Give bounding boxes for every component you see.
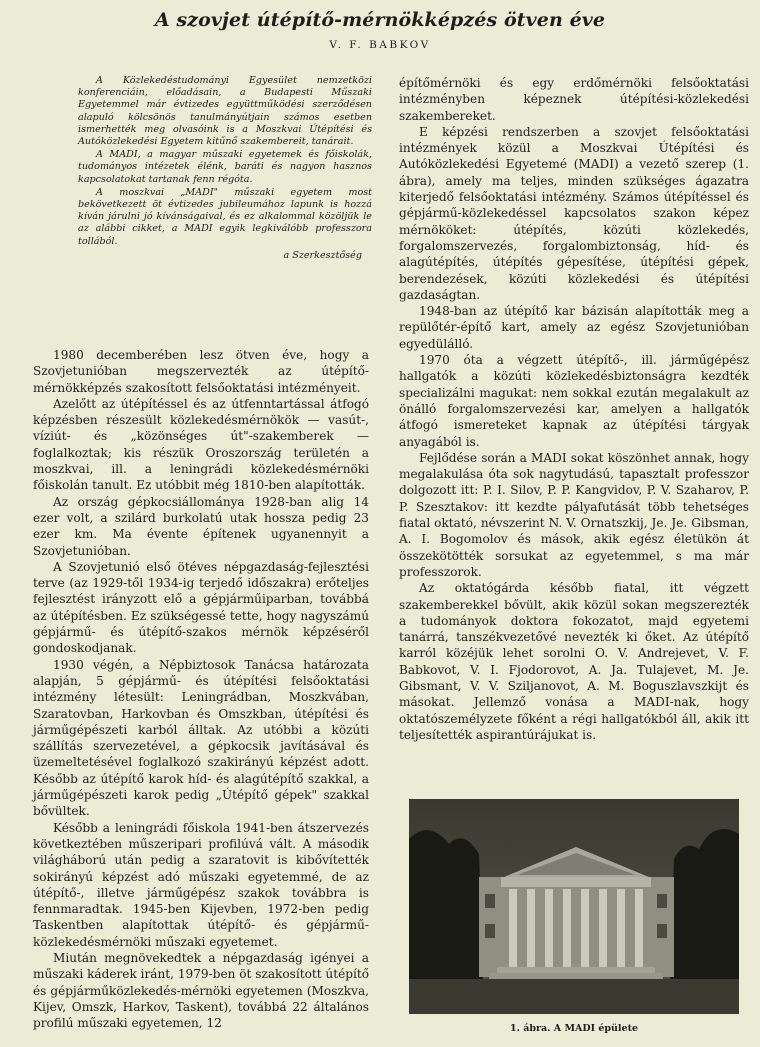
- body-paragraph: 1948-ban az útépítő kar bázisán alapították meg a repülőtér-építő kart, amely az egész Szovjetunióban egyedülálló.: [399, 304, 749, 351]
- editorial-intro: [78, 75, 372, 263]
- body-paragraph: 1930 végén, a Népbiztosok Tanácsa határozata alapján, 5 gépjármű- és útépítési felsőoktatási intézmény létesült: Leningrádban, Moszkvában, Szaratovban, Harkovban és Omszkban, útépítési és járműgépészeti karból álltak. Az utóbbi a közúti szállítás szervezetével, a gépkocsik javításával és üzemeltetésével foglalkozó szakirányú képzést adott. Később az útépítő karok híd- és alagútépítő szakkal, a járműgépészeti karok pedig „Útépítő gépek" szakkal bővültek.: [33, 657, 369, 819]
- body-paragraph: Miután megnövekedtek a népgazdaság igényei a műszaki káderek iránt, 1979-ben öt szakosított útépítő és gépjárműközlekedés-mérnöki egyetemen (Moszkva, Kijev, Omszk, Harkov, Taskent), továbbá 22 általános profilú műszaki egyetemen, 12: [33, 950, 369, 1031]
- building-photo-illustration: [409, 799, 739, 1014]
- intro-paragraph: A MADI, a magyar műszaki egyetemek és főiskolák, tudományos intézetek élénk, baráti és nagyon hasznos kapcsolatokat tartanak fenn régóta.: [78, 149, 372, 185]
- body-paragraph: 1970 óta a végzett útépítő-, ill. járműgépész hallgatók a közúti közlekedésbiztonságra kezdték specializálni magukat: nem sokkal ezután megalakult az önálló forgalomszervezési kar, amelyen a hallgatók átfogó ismereteket kapnak az útépítési tárgyak anyagából is.: [399, 353, 749, 449]
- article-author: V. F. BABKOV: [329, 39, 431, 51]
- body-paragraph: építőmérnöki és egy erdőmérnöki felsőoktatási intézményben képeznek útépítési-közlekedési szakembereket.: [399, 76, 749, 123]
- article-title: A szovjet útépítő-mérnökképzés ötven éve: [154, 9, 606, 31]
- body-paragraph: Fejlődése során a MADI sokat köszönhet annak, hogy megalakulása óta sok nagytudású, tapasztalt professzor dolgozott itt: P. I. Silov, P. P. Kangvidov, P. V. Szaharov, P. P. Szesztakov: itt kezdte pályafutását több tehetséges fiatal oktató, névszerint N. V. Ornatszkij, Je. Je. Gibsman, A. I. Bogomolov és mások, akik egész életükön át összekötötték sorsukat az egyetemmel, s ma már professzorok.: [399, 450, 749, 579]
- intro-paragraph: A moszkvai „MADI" műszaki egyetem most bekövetkezett öt évtizedes jubileumához lapunk is hozzá kíván járulni jó kívánságaival, és ez alkalommal közöljük le az alábbi cikket, a MADI egyik legkiválóbb professzora tollából.: [78, 186, 372, 247]
- body-paragraph: Később a leningrádi főiskola 1941-ben átszervezés következtében műszeripari profilúvá vált. A második világháború után pedig a szaratovit is kibővítették sokirányú képzést adó műszaki egyetemmé, de az útépítő-, illetve járműgépész szakok továbbra is fennmaradtak. 1945-ben Kijevben, 1972-ben pedig Taskentben alapítottak útépítő- és gépjármű-közlekedésmérnöki műszaki egyetemet.: [33, 820, 369, 949]
- body-paragraph: Az oktatógárda később fiatal, itt végzett szakemberekkel bővült, akik közül sokan megszerezték a tudományok doktora fokozatot, majd egyetemi tanárrá, tanszékvezetővé nevezték ki őket. Az útépítő karról közéjük lehet sorolni O. V. Andrejevet, V. F. Babkovot, V. I. Fjodorovot, A. Ja. Tulajevet, M. Je. Gibsmant, V. V. Sziljanovot, A. M. Boguszlavszkijt és másokat. Jellemző vonása a MADI-nak, hogy oktatószemélyzete főként a régi hallgatókból áll, akik itt teljesítették aspirantúrájukat is.: [399, 581, 749, 742]
- body-paragraph: Az ország gépkocsiállománya 1928-ban alig 14 ezer volt, a szilárd burkolatú utak hossza pedig 23 ezer km. Ma évente építenek ugyanennyit a Szovjetunióban.: [33, 494, 369, 558]
- body-paragraph: Azelőtt az útépítéssel és az útfenntartással átfogó képzésben részesült közlekedésmérnökök — vasút-, víziút- és „közönséges út"-szakemberek — foglalkoztak; kis részük Oroszország területén a moszkvai, ill. a leningrádi közlekedésmérnöki főiskolán tanult. Ez utóbbit még 1810-ben alapították.: [33, 396, 369, 493]
- right-column: [399, 75, 749, 743]
- left-column: [33, 347, 369, 1031]
- intro-paragraph: A Közlekedéstudományi Egyesület nemzetközi konferenciáin, előadásain, a Budapesti Műszaki Egyetemmel már évtizedes együttműködési szerződésen alapuló kölcsönös tanulmányútjain számos esetben ismerhették meg olvasóink is a Moszkvai Útépítési és Autóközlekedési Egyetem kitűnő szakembereit, tanárait.: [78, 75, 372, 148]
- building-photo: [409, 799, 739, 1014]
- intro-signature: a Szerkesztőség: [283, 249, 362, 261]
- body-paragraph: A Szovjetunió első ötéves népgazdaság-fejlesztési terve (az 1929-től 1934-ig terjedő időszakra) erőteljes fejlesztést irányzott elő a gépjárműiparban, továbbá az útépítésben. Ez szükségessé tette, hogy nagyszámú gépjármű- és útépítő-szakos mérnök képzéséről gondoskodjanak.: [33, 559, 369, 656]
- body-paragraph: 1980 decemberében lesz ötven éve, hogy a Szovjetunióban megszervezték az útépítő-mérnökképzés szakosított felsőoktatási intézményeit.: [33, 348, 369, 395]
- figure-caption: 1. ábra. A MADI épülete: [509, 1023, 639, 1034]
- body-paragraph: E képzési rendszerben a szovjet felsőoktatási intézmények közül a Moszkvai Útépítési és Autóközlekedési Egyetemé (MADI) a vezető szerep (1. ábra), amely ma teljes, minden szükséges ágazatra kiterjedő felsőoktatási intézmény. Számos útépítéssel és gépjármű-közlekedéssel kapcsolatos szakon képez mérnököket: útépítés, közúti közlekedés, forgalomszervezés, forgalombiztonság, híd- és alagútépítés, útépítés gépesítése, útépítési gépek, berendezések, közúti közlekedési és útépítési gazdaságtan.: [399, 124, 749, 302]
